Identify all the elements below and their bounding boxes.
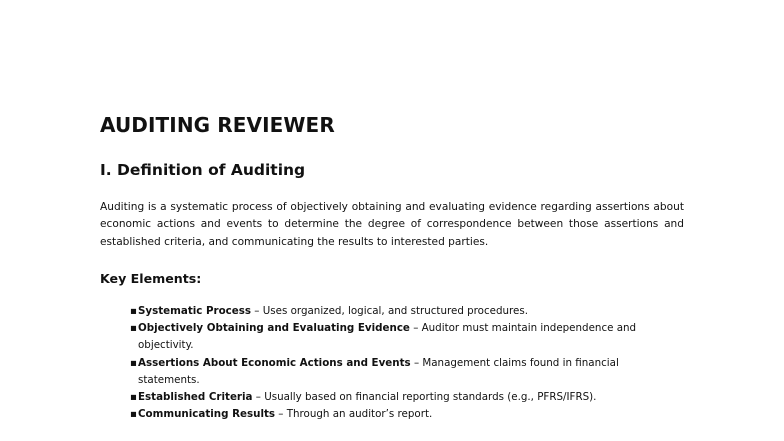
list-item [130, 320, 670, 354]
list-item [130, 389, 670, 406]
key-elements-list [130, 303, 670, 423]
document-title: AUDITING REVIEWER [100, 113, 335, 137]
bullet-icon: ▪ [130, 305, 137, 317]
bullet-icon: ▪ [130, 356, 137, 369]
list-item [130, 303, 670, 320]
element-term: Objectively Obtaining and Evaluating Evidence [138, 322, 410, 335]
element-description: – Uses organized, logical, and structured procedures. [251, 305, 529, 317]
element-term: Communicating Results [138, 408, 276, 421]
element-description: – Usually based on financial reporting standards (e.g., PFRS/IFRS). [252, 391, 597, 404]
element-description: – Auditor must maintain independence and objectivity. [138, 322, 637, 352]
bullet-icon: ▪ [130, 408, 137, 421]
bullet-icon: ▪ [130, 322, 137, 335]
element-term: Assertions About Economic Actions and Events [138, 356, 411, 369]
definition-paragraph: Auditing is a systematic process of objectively obtaining and evaluating evidence regarding assertions about economic actions and events to determine the degree of correspondence between those assertions and established criteria, and communicating the results to interested parties. [100, 201, 684, 248]
key-elements-heading: Key Elements: [100, 271, 202, 286]
element-description: – Management claims found in financial statements. [138, 356, 619, 386]
element-description: – Through an auditor’s report. [275, 408, 433, 421]
section-heading: I. Definition of Auditing [100, 161, 306, 179]
list-item [130, 355, 670, 389]
list-item [130, 406, 670, 423]
bullet-icon: ▪ [130, 391, 137, 404]
element-term: Systematic Process [138, 305, 252, 317]
element-term: Established Criteria [138, 391, 253, 404]
